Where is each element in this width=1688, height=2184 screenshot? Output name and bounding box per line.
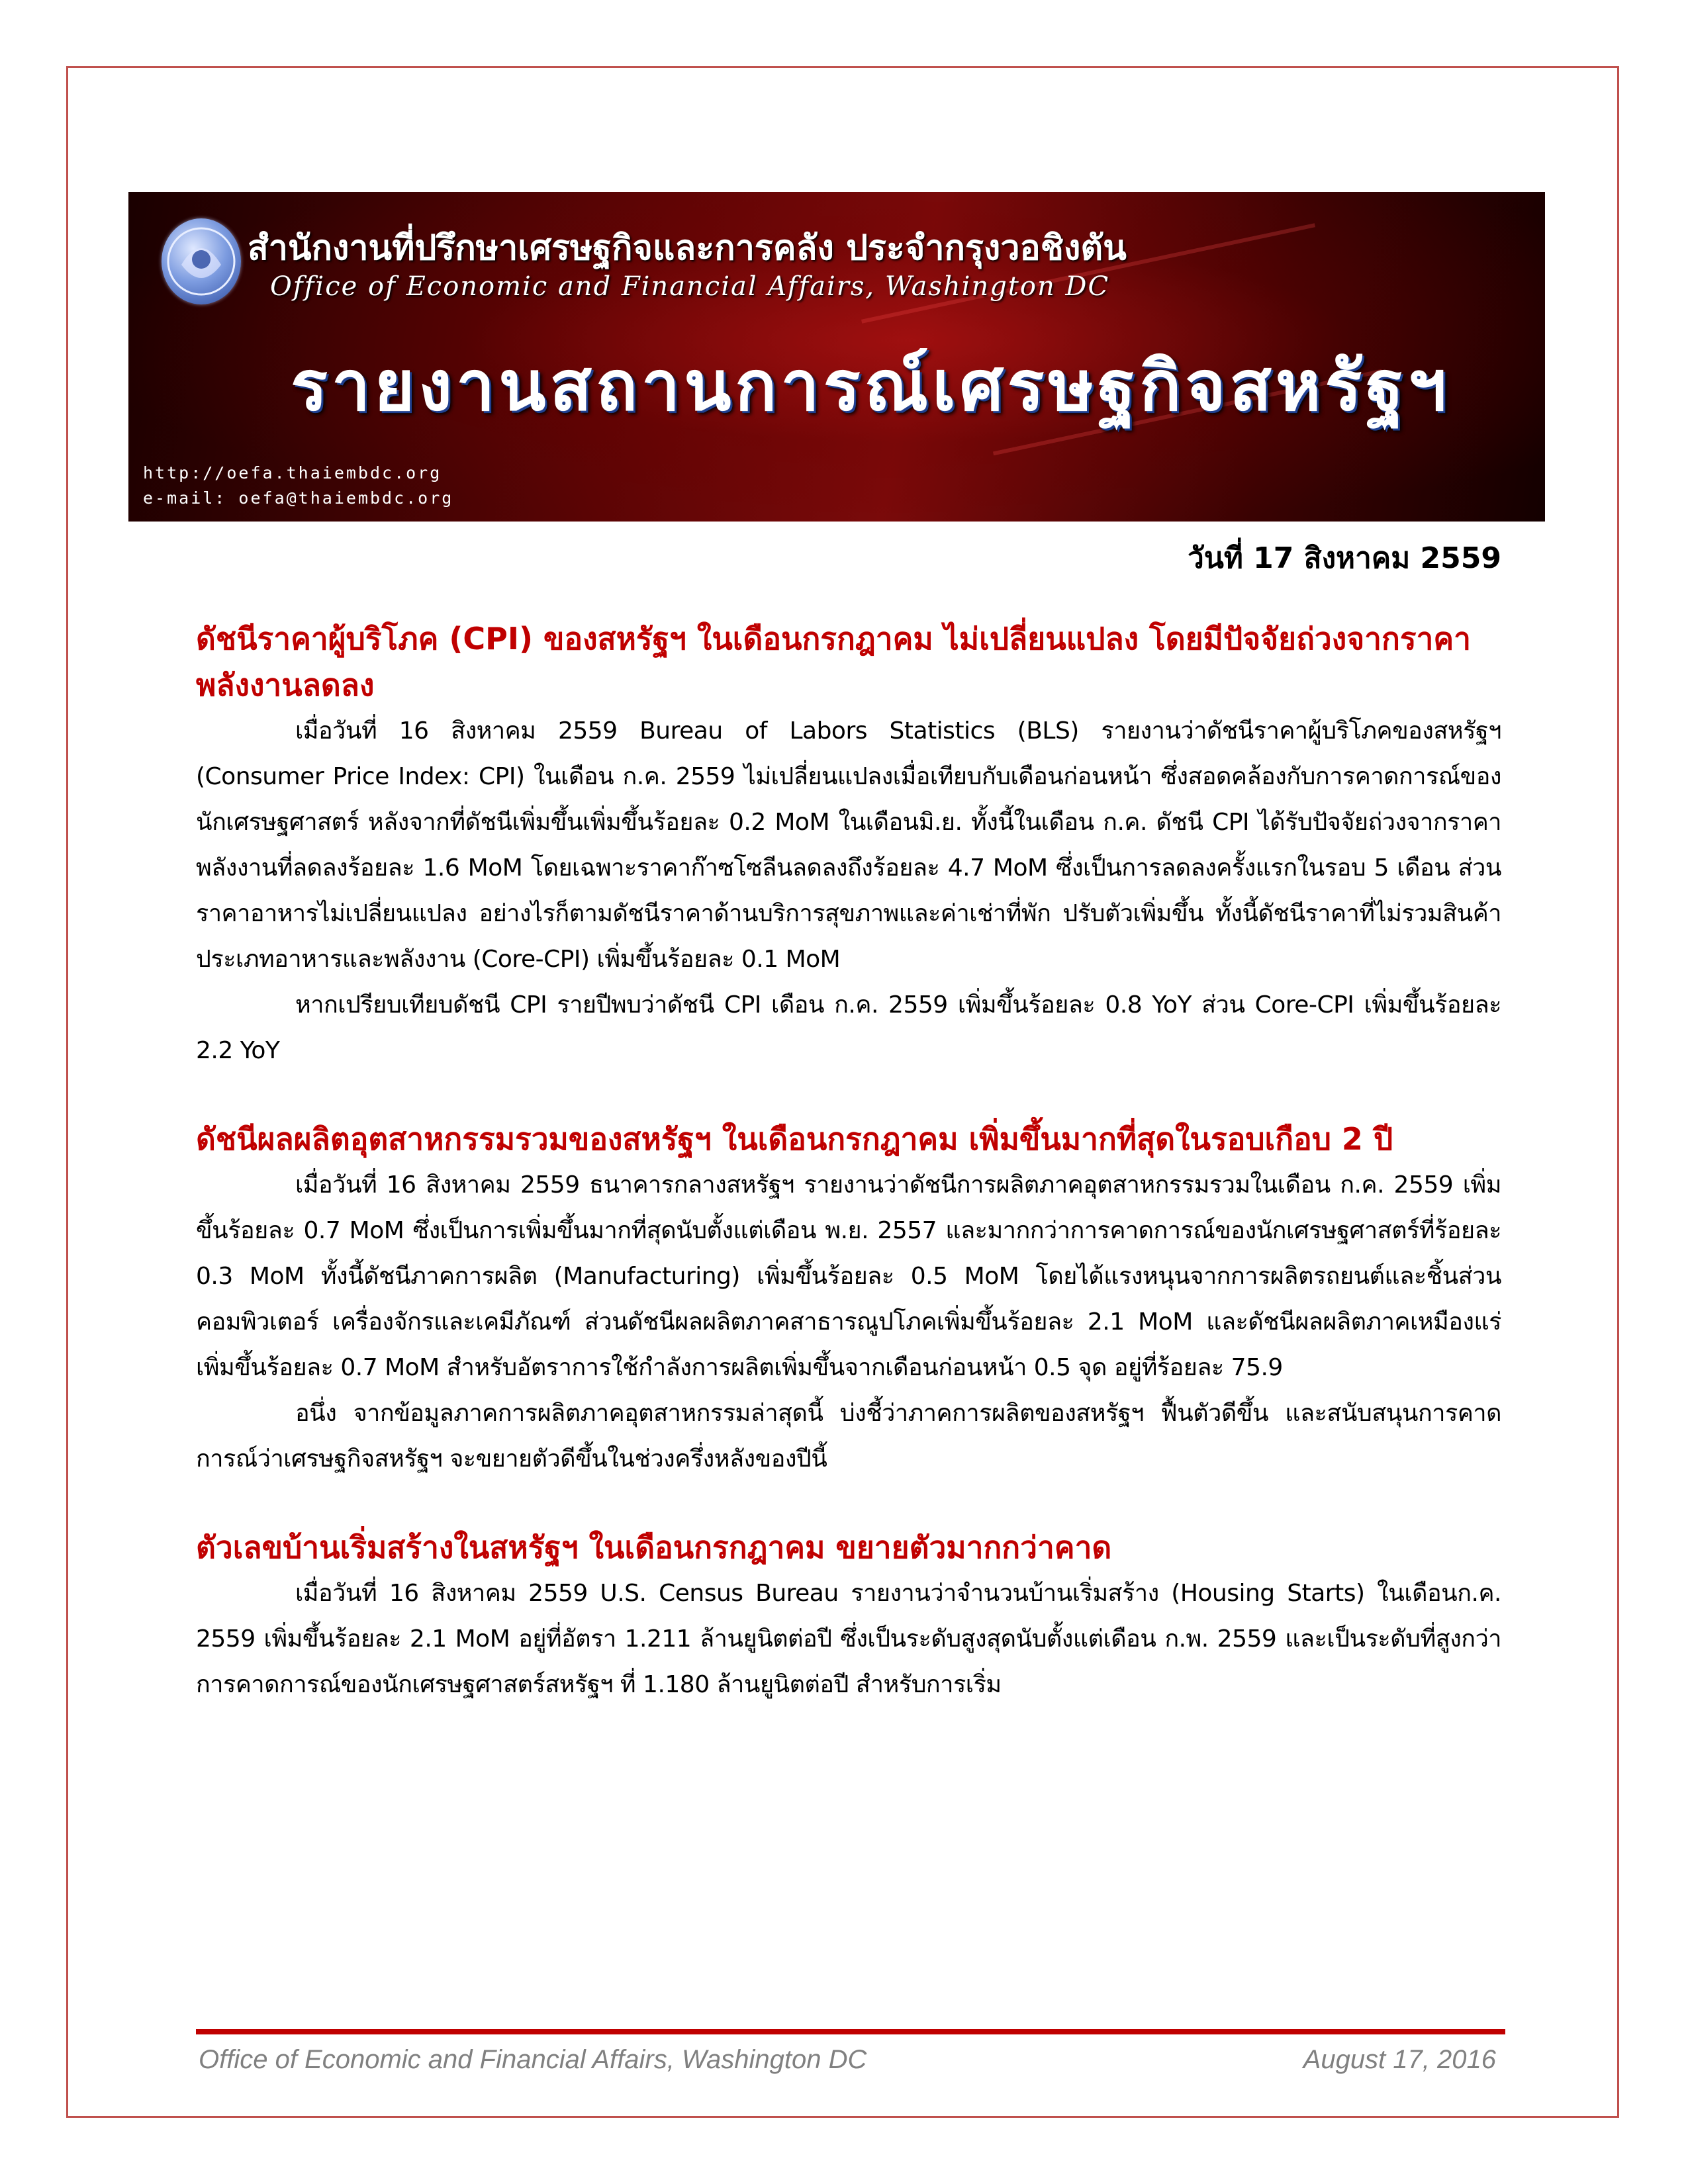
footer-divider xyxy=(196,2029,1505,2034)
section-paragraph: เมื่อวันที่ 16 สิงหาคม 2559 ธนาคารกลางสหรัฐฯ รายงานว่าดัชนีการผลิตภาคอุตสาหกรรมรวมในเดือน ก.ค. 2559 เพิ่มขึ้นร้อยละ 0.7 MoM ซึ่งเป็นการเพิ่มขึ้นมากที่สุดนับตั้งแต่เดือน พ.ย. 2557 และมากกว่าการคาดการณ์ของนักเศรษฐศาสตร์ที่ร้อยละ 0.3 MoM ทั้งนี้ดัชนีภาคการผลิต (Manufacturing) เพิ่มขึ้นร้อยละ 0.5 MoM โดยได้แรงหนุนจากการผลิตรถยนต์และชิ้นส่วน คอมพิวเตอร์ เครื่องจักรและเคมีภัณฑ์ ส่วนดัชนีผลผลิตภาคสาธารณูปโภคเพิ่มขึ้นร้อยละ 2.1 MoM และดัชนีผลผลิตภาคเหมืองแร่เพิ่มขึ้นร้อยละ 0.7 MoM สำหรับอัตราการใช้กำลังการผลิตเพิ่มขึ้นจากเดือนก่อนหน้า 0.5 จุด อยู่ที่ร้อยละ 75.9 xyxy=(196,1171,1501,1381)
report-date: วันที่ 17 สิงหาคม 2559 xyxy=(1188,541,1501,575)
section-paragraph: อนึ่ง จากข้อมูลภาคการผลิตภาคอุตสาหกรรมล่าสุดนี้ บ่งชี้ว่าภาคการผลิตของสหรัฐฯ ฟื้นตัวดีขึ้น และสนับสนุนการคาดการณ์ว่าเศรษฐกิจสหรัฐฯ จะขยายตัวดีขึ้นในช่วงครึ่งหลังของปีนี้ xyxy=(196,1400,1501,1473)
section-industrial-production xyxy=(196,1116,1501,1482)
section-housing-starts xyxy=(196,1524,1501,1707)
banner-thai-office-name: สำนักงานที่ปรึกษาเศรษฐกิจและการคลัง ประจำกรุงวอชิงตัน xyxy=(248,228,1127,268)
banner-url: http://oefa.thaiembdc.org xyxy=(143,463,442,482)
section-heading: ตัวเลขบ้านเริ่มสร้างในสหรัฐฯ ในเดือนกรกฎาคม ขยายตัวมากกว่าคาด xyxy=(196,1529,1112,1565)
section-paragraph: หากเปรียบเทียบดัชนี CPI รายปีพบว่าดัชนี CPI เดือน ก.ค. 2559 เพิ่มขึ้นร้อยละ 0.8 YoY ส่วน Core-CPI เพิ่มขึ้นร้อยละ 2.2 YoY xyxy=(196,991,1501,1064)
section-heading: ดัชนีผลผลิตอุตสาหกรรมรวมของสหรัฐฯ ในเดือนกรกฎาคม เพิ่มขึ้นมากที่สุดในรอบเกือบ 2 ปี xyxy=(196,1121,1393,1157)
banner-report-title: รายงานสถานการณ์เศรษฐกิจสหรัฐฯ xyxy=(291,345,1451,426)
office-seal-icon xyxy=(162,218,241,304)
banner-english-office-name: Office of Economic and Financial Affairs, Washington DC xyxy=(270,271,1110,302)
section-paragraph: เมื่อวันที่ 16 สิงหาคม 2559 U.S. Census Bureau รายงานว่าจำนวนบ้านเริ่มสร้าง (Housing Starts) ในเดือนก.ค. 2559 เพิ่มขึ้นร้อยละ 2.1 MoM อยู่ที่อัตรา 1.211 ล้านยูนิตต่อปี ซึ่งเป็นระดับสูงสุดนับตั้งแต่เดือน ก.พ. 2559 และเป็นระดับที่สูงกว่าการคาดการณ์ของนักเศรษฐศาสตร์สหรัฐฯ ที่ 1.180 ล้านยูนิตต่อปี สำหรับการเริ่ม xyxy=(196,1580,1501,1698)
section-heading: ดัชนีราคาผู้บริโภค (CPI) ของสหรัฐฯ ในเดือนกรกฎาคม ไม่เปลี่ยนแปลง โดยมีปัจจัยถ่วงจากราคาพลังงานลดลง xyxy=(196,621,1471,703)
section-cpi xyxy=(196,615,1501,1073)
footer-office-name: Office of Economic and Financial Affairs, Washington DC xyxy=(199,2045,867,2074)
header-banner xyxy=(128,192,1545,522)
section-paragraph: เมื่อวันที่ 16 สิงหาคม 2559 Bureau of Labors Statistics (BLS) รายงานว่าดัชนีราคาผู้บริโภคของสหรัฐฯ (Consumer Price Index: CPI) ในเดือน ก.ค. 2559 ไม่เปลี่ยนแปลงเมื่อเทียบกับเดือนก่อนหน้า ซึ่งสอดคล้องกับการคาดการณ์ของนักเศรษฐศาสตร์ หลังจากที่ดัชนีเพิ่มขึ้นเพิ่มขึ้นร้อยละ 0.2 MoM ในเดือนมิ.ย. ทั้งนี้ในเดือน ก.ค. ดัชนี CPI ได้รับปัจจัยถ่วงจากราคาพลังงานที่ลดลงร้อยละ 1.6 MoM โดยเฉพาะราคาก๊าซโซลีนลดลงถึงร้อยละ 4.7 MoM ซึ่งเป็นการลดลงครั้งแรกในรอบ 5 เดือน ส่วนราคาอาหารไม่เปลี่ยนแปลง อย่างไรก็ตามดัชนีราคาด้านบริการสุขภาพและค่าเช่าที่พัก ปรับตัวเพิ่มขึ้น ทั้งนี้ดัชนีราคาที่ไม่รวมสินค้าประเภทอาหารและพลังงาน (Core-CPI) เพิ่มขึ้นร้อยละ 0.1 MoM xyxy=(196,717,1501,973)
footer-date: August 17, 2016 xyxy=(1303,2045,1496,2074)
report-body xyxy=(196,615,1501,1707)
banner-email: e-mail: oefa@thaiembdc.org xyxy=(143,488,454,508)
